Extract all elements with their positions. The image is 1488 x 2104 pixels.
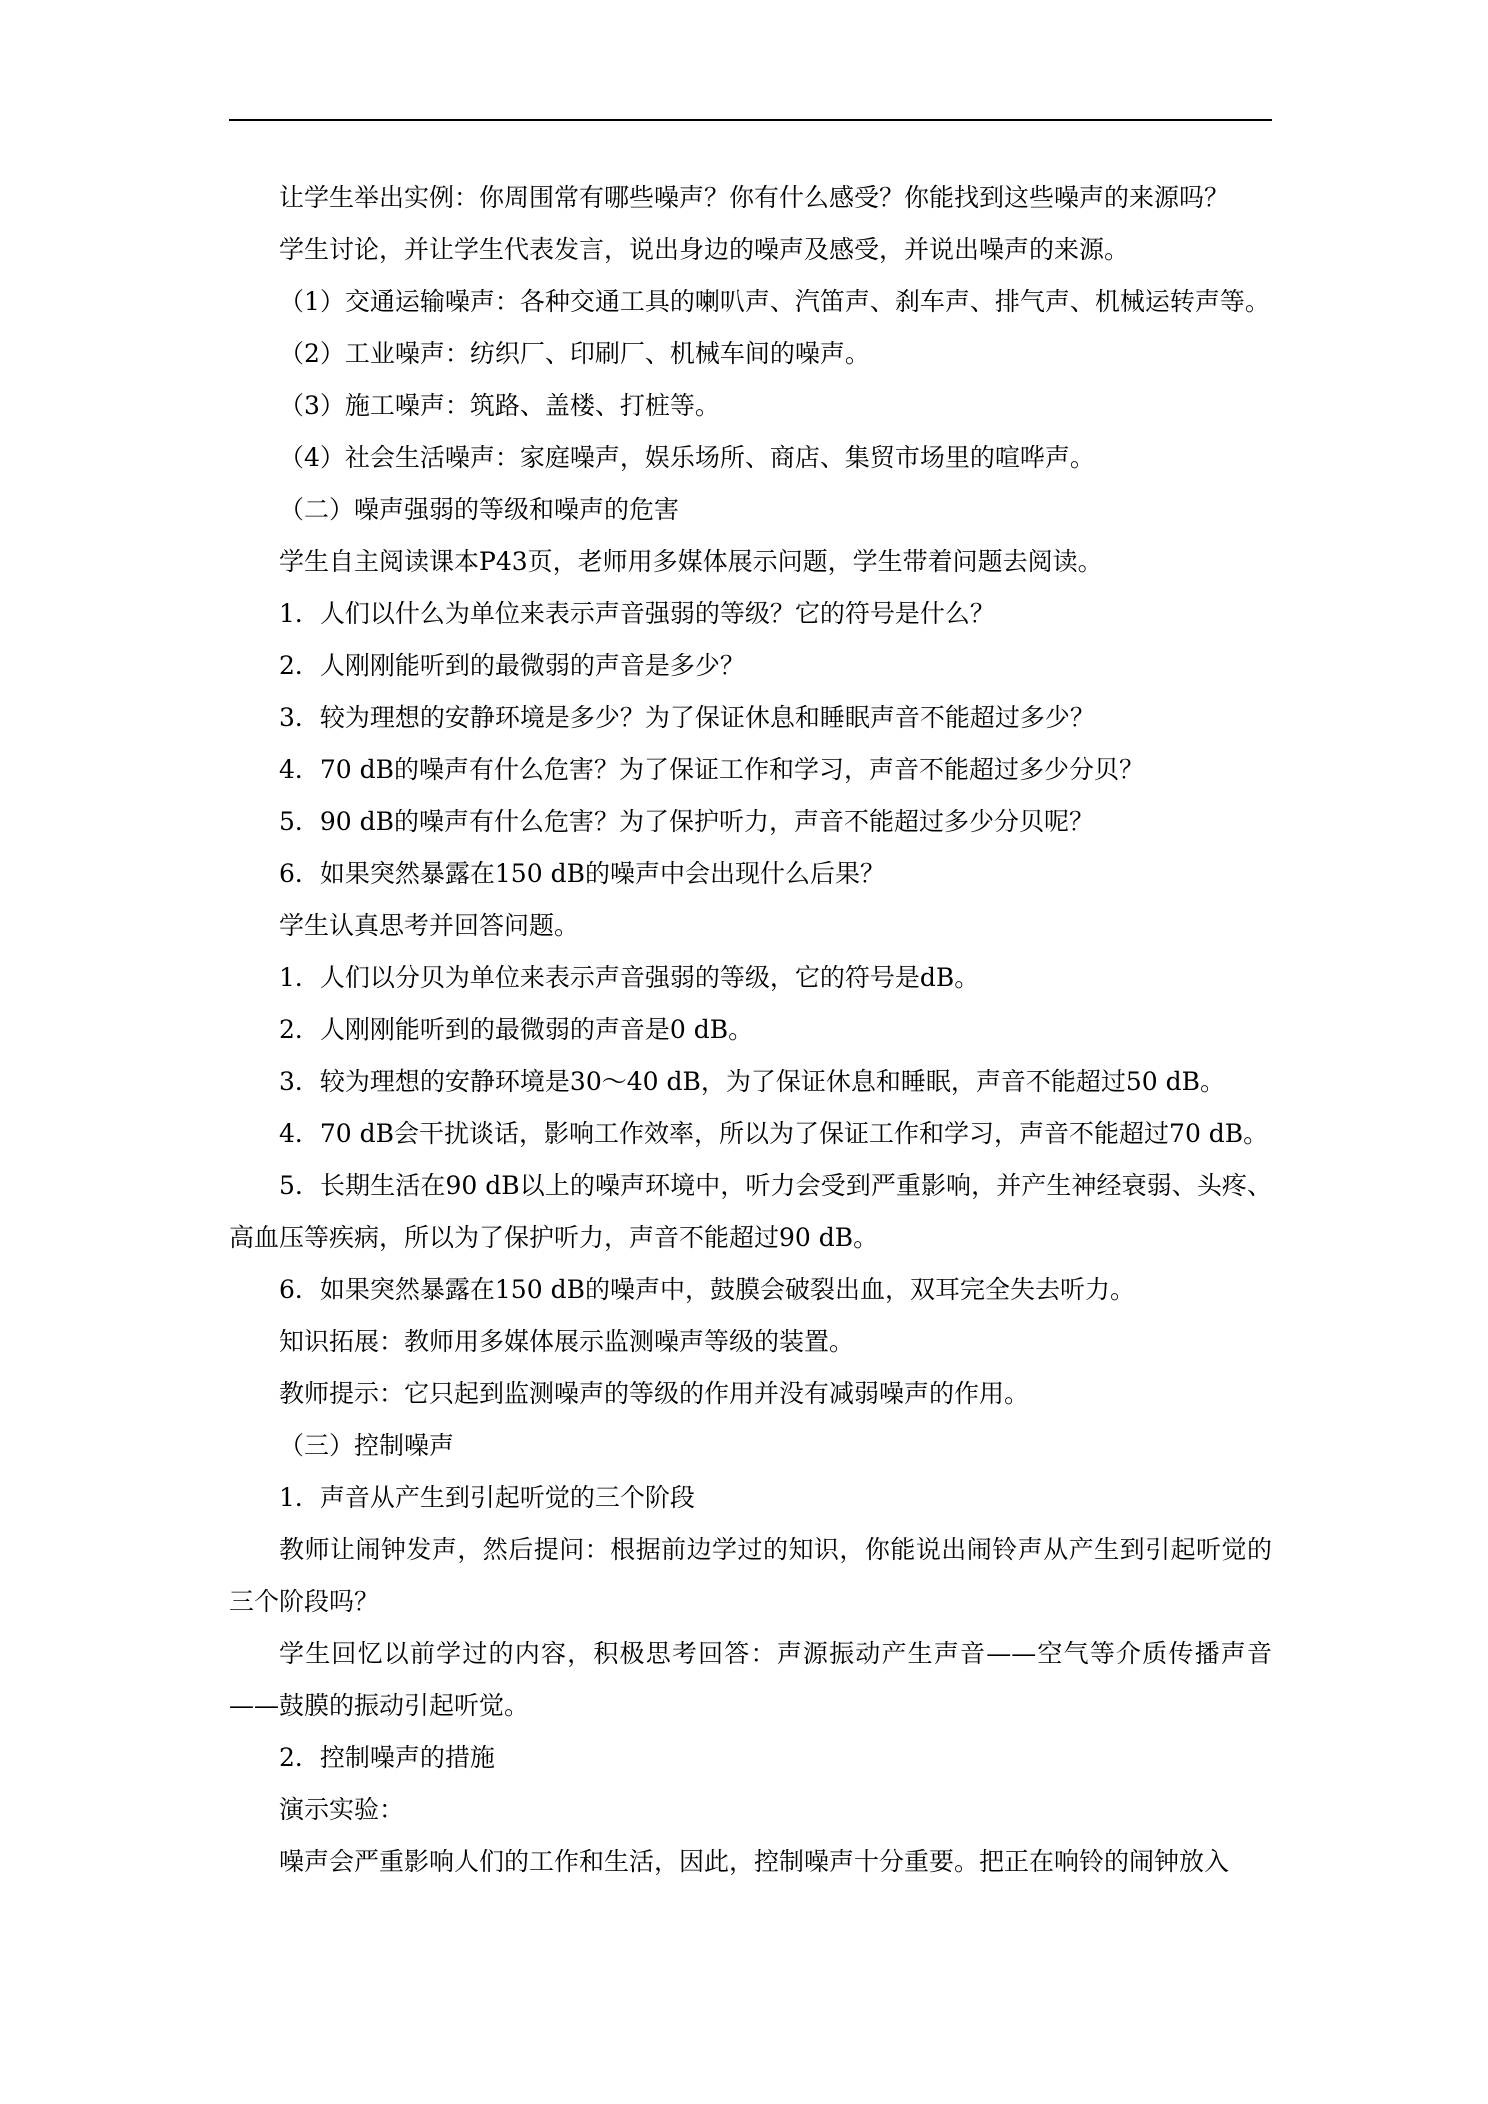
question-item-2: 2．人刚刚能听到的最微弱的声音是多少？ [279,651,745,680]
answer-item-5: 5．长期生活在90 dB以上的噪声环境中，听力会受到严重影响，并产生神经衰弱、头疼、高血压等疾病，所以为了保护听力，声音不能超过90 dB。 [229,1171,1272,1252]
paragraph-reading-task: 学生自主阅读课本P43页，老师用多媒体展示问题，学生带着问题去阅读。 [279,547,1103,576]
answer-item-2: 2．人刚刚能听到的最微弱的声音是0 dB。 [279,1015,754,1044]
paragraph-noise-social: （4）社会生活噪声：家庭噪声，娱乐场所、商店、集贸市场里的喧哗声。 [279,443,1095,472]
section-heading-levels-hazards: （二）噪声强弱的等级和噪声的危害 [279,495,680,524]
paragraph-noise-industrial: （2）工业噪声：纺织厂、印刷厂、机械车间的噪声。 [279,339,870,368]
question-item-5: 5．90 dB的噪声有什么危害？为了保护听力，声音不能超过多少分贝呢？ [279,807,1095,836]
section-heading-control-noise: （三）控制噪声 [279,1431,455,1460]
question-item-3: 3．较为理想的安静环境是多少？为了保证休息和睡眠声音不能超过多少？ [279,703,1095,732]
subheading-control-measures: 2．控制噪声的措施 [279,1743,495,1772]
subheading-three-stages: 1．声音从产生到引起听觉的三个阶段 [279,1483,695,1512]
paragraph-student-discussion: 学生讨论，并让学生代表发言，说出身边的噪声及感受，并说出噪声的来源。 [279,235,1130,264]
question-item-1: 1．人们以什么为单位来表示声音强弱的等级？它的符号是什么？ [279,599,995,628]
paragraph-student-answer-intro: 学生认真思考并回答问题。 [279,911,580,940]
paragraph-noise-construction: （3）施工噪声：筑路、盖楼、打桩等。 [279,391,720,420]
answer-item-4: 4．70 dB会干扰谈话，影响工作效率，所以为了保证工作和学习，声音不能超过70 dB。 [279,1119,1269,1148]
answer-item-3: 3．较为理想的安静环境是30～40 dB，为了保证休息和睡眠，声音不能超过50 dB。 [279,1067,1225,1096]
paragraph-knowledge-extension: 知识拓展：教师用多媒体展示监测噪声等级的装置。 [279,1327,855,1356]
document-body [229,172,1272,1888]
header-rule [229,119,1272,121]
paragraph-noise-traffic: （1）交通运输噪声：各种交通工具的喇叭声、汽笛声、刹车声、排气声、机械运转声等。 [279,287,1270,316]
paragraph-teacher-tip: 教师提示：它只起到监测噪声的等级的作用并没有减弱噪声的作用。 [279,1379,1030,1408]
paragraph-noise-importance: 噪声会严重影响人们的工作和生活，因此，控制噪声十分重要。把正在响铃的闹钟放入 [279,1847,1230,1876]
question-item-6: 6．如果突然暴露在150 dB的噪声中会出现什么后果？ [279,859,885,888]
answer-item-1: 1．人们以分贝为单位来表示声音强弱的等级，它的符号是dB。 [279,963,980,992]
paragraph-alarm-question: 教师让闹钟发声，然后提问：根据前边学过的知识，你能说出闹铃声从产生到引起听觉的三个阶段吗？ [229,1535,1272,1616]
question-item-4: 4．70 dB的噪声有什么危害？为了保证工作和学习，声音不能超过多少分贝？ [279,755,1145,784]
paragraph-intro-question: 让学生举出实例：你周围常有哪些噪声？你有什么感受？你能找到这些噪声的来源吗？ [279,183,1230,212]
paragraph-student-recall: 学生回忆以前学过的内容，积极思考回答：声源振动产生声音——空气等介质传播声音——鼓膜的振动引起听觉。 [229,1639,1272,1720]
paragraph-demo-experiment: 演示实验： [279,1795,405,1824]
answer-item-6: 6．如果突然暴露在150 dB的噪声中，鼓膜会破裂出血，双耳完全失去听力。 [279,1275,1135,1304]
